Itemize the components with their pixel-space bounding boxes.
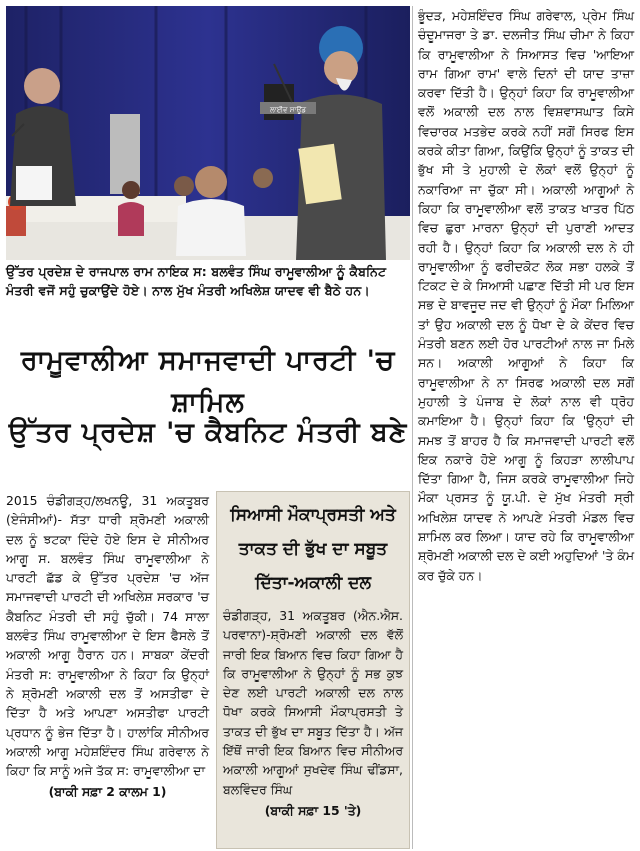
swearing-in-photo	[6, 6, 410, 260]
boxed-story-continued: (ਬਾਕੀ ਸਫ਼ਾ 15 'ਤੇ)	[264, 802, 362, 818]
left-story-body: 2015 ਚੰਡੀਗੜ੍ਹ/ਲਖਨਊ, 31 ਅਕਤੂਬਰ (ਏਜੰਸੀਆਂ)- ਸੱਤਾ ਧਾਰੀ ਸ਼੍ਰੋਮਣੀ ਅਕਾਲੀ ਦਲ ਨੂੰ ਝਟਕਾ ਦਿੰਦੇ ਹੋਏ ਇਸ ਦੇ ਸੀਨੀਅਰ ਆਗੂ ਸ. ਬਲਵੰਤ ਸਿੰਘ ਰਾਮੂਵਾਲੀਆ ਨੇ ਪਾਰਟੀ ਛੱਡ ਕੇ ਉੱਤਰ ਪ੍ਰਦੇਸ਼ 'ਚ ਅੱਜ ਸਮਾਜਵਾਦੀ ਪਾਰਟੀ ਦੀ ਅਖਿਲੇਸ਼ ਸਰਕਾਰ 'ਚ ਕੈਬਨਿਟ ਮੰਤਰੀ ਦੀ ਸਹੁੰ ਚੁੱਕੀ। 74 ਸਾਲਾ ਬਲਵੰਤ ਸਿੰਘ ਰਾਮੂਵਾਲੀਆ ਦੇ ਇਸ ਫੈਸਲੇ ਤੋਂ ਅਕਾਲੀ ਆਗੂ ਹੈਰਾਨ ਹਨ। ਸਾਬਕਾ ਕੇਂਦਰੀ ਮੰਤਰੀ ਸ: ਰਾਮੂਵਾਲੀਆ ਨੇ ਕਿਹਾ ਕਿ ਉਨ੍ਹਾਂ ਨੇ ਸ਼੍ਰੋਮਣੀ ਅਕਾਲੀ ਦਲ ਤੋਂ ਅਸਤੀਫਾ ਦੇ ਦਿੱਤਾ ਹੈ ਅਤੇ ਆਪਣਾ ਅਸਤੀਫਾ ਪਾਰਟੀ ਪ੍ਰਧਾਨ ਨੂੰ ਭੇਜ ਦਿੱਤਾ ਹੈ। ਹਾਲਾਂਕਿ ਸੀਨੀਅਰ ਅਕਾਲੀ ਆਗੂ ਮਹੇਸ਼ਇੰਦਰ ਸਿੰਘ ਗਰੇਵਾਲ ਨੇ ਕਿਹਾ ਕਿ ਸਾਨੂੰ ਅਜੇ ਤੱਕ ਸ: ਰਾਮੂਵਾਲੀਆ ਦਾ	[6, 493, 209, 779]
column-divider	[412, 6, 413, 849]
boxed-story-body: ਚੰਡੀਗੜ੍ਹ, 31 ਅਕਤੂਬਰ (ਐਨ.ਐਸ. ਪਰਵਾਨਾ)-ਸ਼੍ਰੋਮਣੀ ਅਕਾਲੀ ਦਲ ਵੱਲੋਂ ਜਾਰੀ ਇਕ ਬਿਆਨ ਵਿਚ ਕਿਹਾ ਗਿਆ ਹੈ ਕਿ ਰਾਮੂਵਾਲੀਆ ਨੇ ਉਨ੍ਹਾਂ ਨੂੰ ਸਭ ਕੁਝ ਦੇਣ ਲਈ ਪਾਰਟੀ ਅਕਾਲੀ ਦਲ ਨਾਲ ਧੋਖਾ ਕਰਕੇ ਸਿਆਸੀ ਮੌਕਾਪ੍ਰਸਤੀ ਤੇ ਤਾਕਤ ਦੀ ਭੁੱਖ ਦਾ ਸਬੂਤ ਦਿੱਤਾ ਹੈ। ਅੱਜ ਇੱਥੋਂ ਜਾਰੀ ਇਕ ਬਿਆਨ ਵਿਚ ਸੀਨੀਅਰ ਅਕਾਲੀ ਆਗੂਆਂ ਸੁਖਦੇਵ ਸਿੰਘ ਢੀਂਡਸਾ, ਬਲਵਿੰਦਰ ਸਿੰਘ	[223, 608, 403, 797]
main-headline-line1: ਰਾਮੂਵਾਲੀਆ ਸਮਾਜਵਾਦੀ ਪਾਰਟੀ 'ਚ ਸ਼ਾਮਿਲ	[20, 345, 396, 418]
left-story-continued: (ਬਾਕੀ ਸਫ਼ਾ 2 ਕਾਲਮ 1)	[48, 784, 167, 800]
news-photo	[6, 6, 410, 260]
left-story	[6, 491, 209, 802]
right-column-story: ਭੂੰਦੜ, ਮਹੇਸ਼ਇੰਦਰ ਸਿੰਘ ਗਰੇਵਾਲ, ਪ੍ਰੇਮ ਸਿੰਘ ਚੰਦੂਮਾਜਰਾ ਤੇ ਡਾ. ਦਲਜੀਤ ਸਿੰਘ ਚੀਮਾ ਨੇ ਕਿਹਾ ਕਿ ਰਾਮੂਵਾਲੀਆ ਨੇ ਸਿਆਸਤ ਵਿਚ 'ਆਇਆ ਰਾਮ ਗਿਆ ਰਾਮ' ਵਾਲੇ ਦਿਨਾਂ ਦੀ ਯਾਦ ਤਾਜ਼ਾ ਕਰਵਾ ਦਿੱਤੀ ਹੈ। ਉਨ੍ਹਾਂ ਕਿਹਾ ਕਿ ਰਾਮੂਵਾਲੀਆ ਵਲੋਂ ਅਕਾਲੀ ਦਲ ਨਾਲ ਵਿਸ਼ਵਾਸਘਾਤ ਕਿਸੇ ਵਿਚਾਰਕ ਮਤਭੇਦ ਕਰਕੇ ਨਹੀਂ ਸਗੋਂ ਸਿਰਫ ਇਸ ਕਰਕੇ ਕੀਤਾ ਗਿਆ, ਕਿਉਂਕਿ ਉਨ੍ਹਾਂ ਨੂੰ ਤਾਕਤ ਦੀ ਭੁੱਖ ਸੀ ਤੇ ਮੁਹਾਲੀ ਦੇ ਲੋਕਾਂ ਵਲੋਂ ਉਨ੍ਹਾਂ ਨੂੰ ਨਕਾਰਿਆ ਜਾ ਚੁੱਕਾ ਸੀ। ਅਕਾਲੀ ਆਗੂਆਂ ਨੇ ਕਿਹਾ ਕਿ ਰਾਮੂਵਾਲੀਆ ਵਲੋਂ ਤਾਕਤ ਖਾਤਰ ਪਿੱਠ ਵਿਚ ਛੁਰਾ ਮਾਰਨਾ ਉਨ੍ਹਾਂ ਦੀ ਪੁਰਾਣੀ ਆਦਤ ਰਹੀ ਹੈ। ਉਨ੍ਹਾਂ ਕਿਹਾ ਕਿ ਅਕਾਲੀ ਦਲ ਨੇ ਹੀ ਰਾਮੂਵਾਲੀਆ ਨੂੰ ਫਰੀਦਕੋਟ ਲੋਕ ਸਭਾ ਹਲਕੇ ਤੋਂ ਟਿਕਟ ਦੇ ਕੇ ਸਿਆਸੀ ਪਛਾਣ ਦਿੱਤੀ ਸੀ ਪਰ ਇਸ ਸਭ ਦੇ ਬਾਵਜੂਦ ਜਦ ਵੀ ਉਨ੍ਹਾਂ ਨੂੰ ਮੌਕਾ ਮਿਲਿਆ ਤਾਂ ਉਹ ਅਕਾਲੀ ਦਲ ਨੂੰ ਧੋਖਾ ਦੇ ਕੇ ਕੇਂਦਰ ਵਿਚ ਮੰਤਰੀ ਬਣਨ ਲਈ ਹੋਰ ਪਾਰਟੀਆਂ ਨਾਲ ਜਾ ਮਿਲੇ ਸਨ। ਅਕਾਲੀ ਆਗੂਆਂ ਨੇ ਕਿਹਾ ਕਿ ਰਾਮੂਵਾਲੀਆ ਨੇ ਨਾ ਸਿਰਫ ਅਕਾਲੀ ਦਲ ਸਗੋਂ ਮੁਹਾਲੀ ਤੇ ਪੰਜਾਬ ਦੇ ਲੋਕਾਂ ਨਾਲ ਵੀ ਧ੍ਰੋਹ ਕਮਾਇਆ ਹੈ। ਉਨ੍ਹਾਂ ਕਿਹਾ ਕਿ 'ਉਨ੍ਹਾਂ ਦੀ ਸਮਝ ਤੋਂ ਬਾਹਰ ਹੈ ਕਿ ਸਮਾਜਵਾਦੀ ਪਾਰਟੀ ਵਲੋਂ ਇਕ ਨਕਾਰੇ ਹੋਏ ਆਗੂ ਨੂੰ ਕਿਹੜਾ ਲਾਲੀਪਾਪ ਦਿੱਤਾ ਗਿਆ ਹੈ, ਜਿਸ ਕਰਕੇ ਰਾਮੂਵਾਲੀਆ ਜਿਹੇ ਮੌਕਾ ਪ੍ਰਸਤ ਨੂੰ ਯੂ.ਪੀ. ਦੇ ਮੁੱਖ ਮੰਤਰੀ ਸ੍ਰੀ ਅਖਿਲੇਸ਼ ਯਾਦਵ ਨੇ ਆਪਣੇ ਮੰਤਰੀ ਮੰਡਲ ਵਿਚ ਸ਼ਾਮਿਲ ਕਰ ਲਿਆ। ਯਾਦ ਰਹੇ ਕਿ ਰਾਮੂਵਾਲੀਆ ਸ਼੍ਰੋਮਣੀ ਅਕਾਲੀ ਦਲ ਦੇ ਕਈ ਅਹੁਦਿਆਂ 'ਤੇ ਕੰਮ ਕਰ ਚੁੱਕੇ ਹਨ।	[418, 8, 634, 583]
boxed-story-body-wrap	[217, 604, 409, 822]
podium-banner-text: ਲਾਈਵ ਸਾਊਂਡ	[269, 106, 307, 114]
boxed-story-headline: ਸਿਆਸੀ ਮੌਕਾਪ੍ਰਸਤੀ ਅਤੇ ਤਾਕਤ ਦੀ ਭੁੱਖ ਦਾ ਸਬੂਤ ਦਿੱਤਾ-ਅਕਾਲੀ ਦਲ	[230, 505, 396, 593]
boxed-story	[216, 491, 410, 849]
photo-caption: ਉੱਤਰ ਪ੍ਰਦੇਸ਼ ਦੇ ਰਾਜਪਾਲ ਰਾਮ ਨਾਇਕ ਸ: ਬਲਵੰਤ ਸਿੰਘ ਰਾਮੂਵਾਲੀਆ ਨੂੰ ਕੈਬਨਿਟ ਮੰਤਰੀ ਵਜੋਂ ਸਹੁੰ ਚੁਕਾਉਂਦੇ ਹੋਏ। ਨਾਲ ਮੁੱਖ ਮੰਤਰੀ ਅਖਿਲੇਸ਼ ਯਾਦਵ ਵੀ ਬੈਠੇ ਹਨ।	[6, 264, 387, 298]
main-headline-line2: ਉੱਤਰ ਪ੍ਰਦੇਸ਼ 'ਚ ਕੈਬਨਿਟ ਮੰਤਰੀ ਬਣੇ	[8, 417, 408, 448]
